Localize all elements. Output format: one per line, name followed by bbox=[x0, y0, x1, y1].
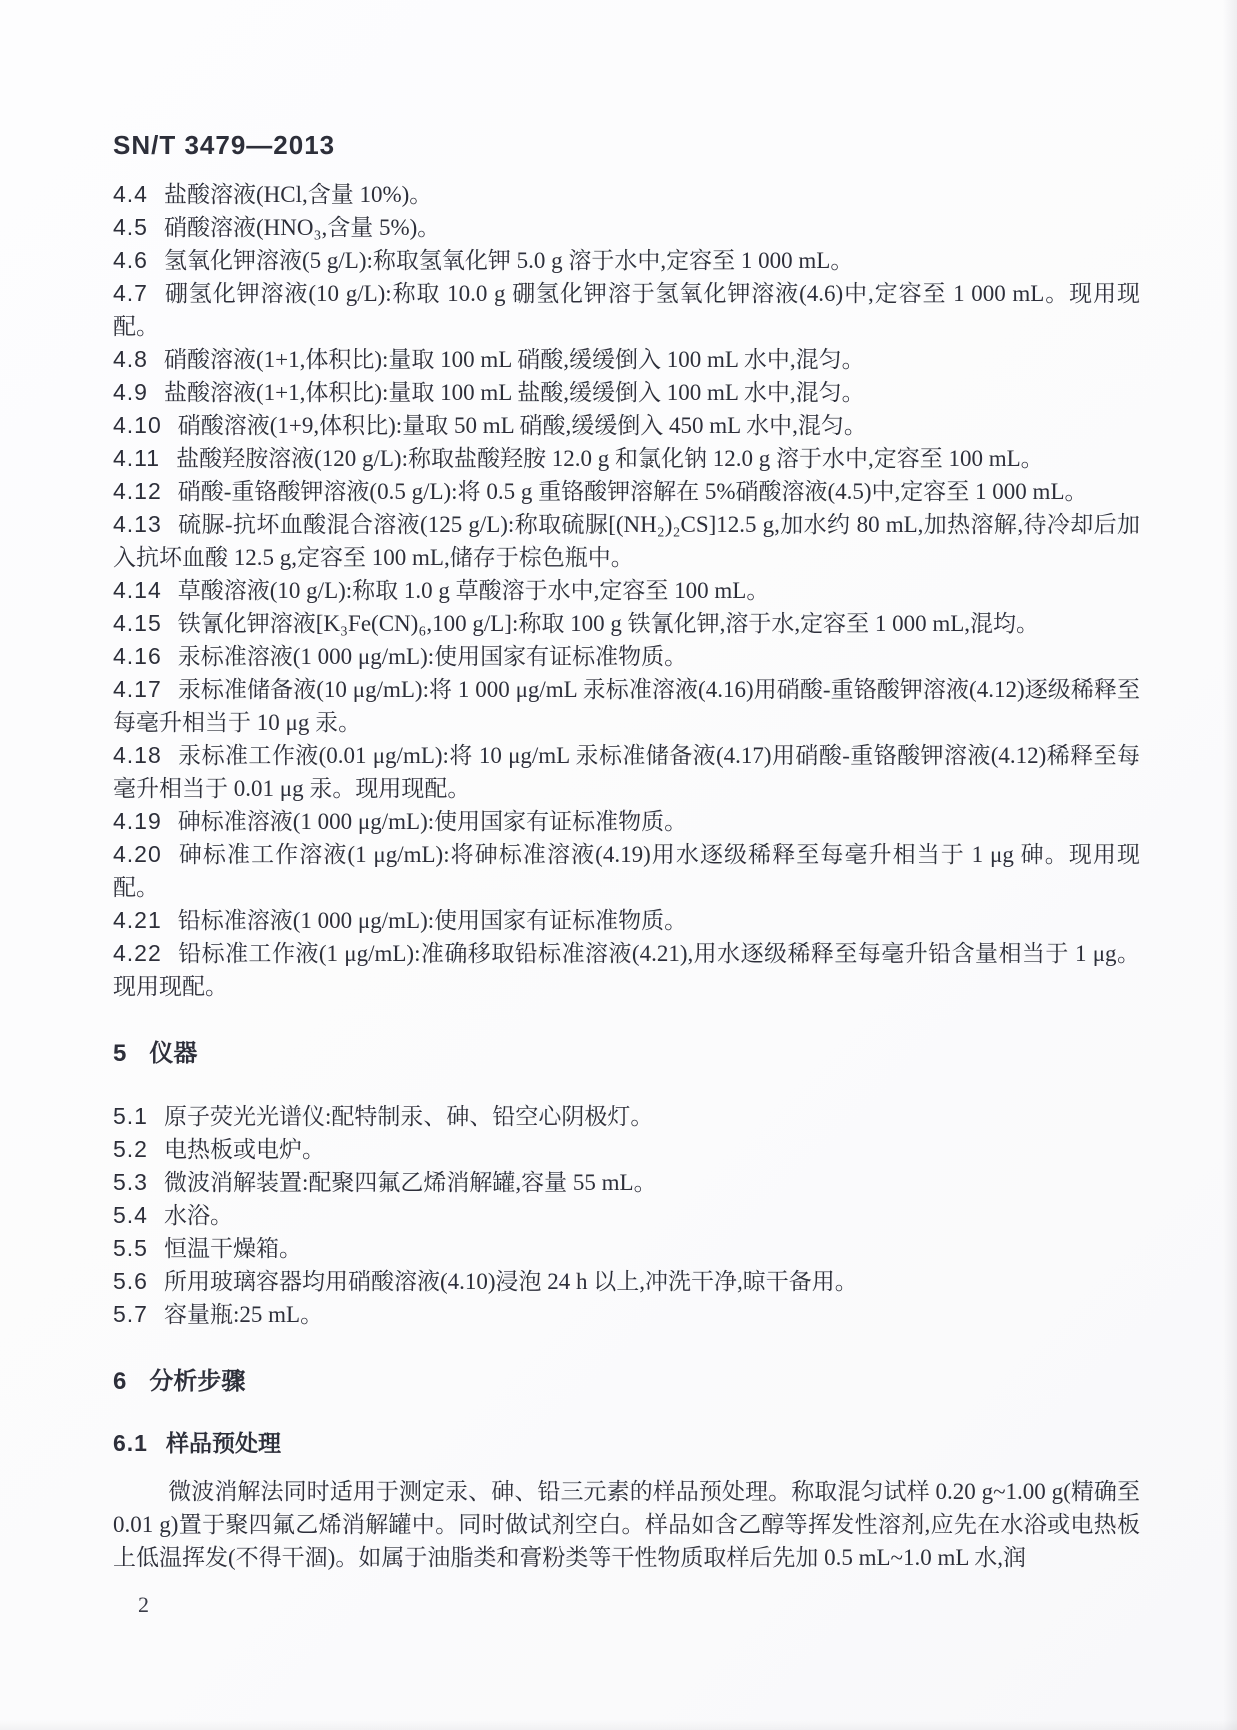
clause-item bbox=[113, 376, 1140, 409]
clause-number: 4.17 bbox=[113, 676, 162, 702]
clause-item bbox=[113, 607, 1140, 640]
clause-text: 铅标准溶液(1 000 μg/mL):使用国家有证标准物质。 bbox=[177, 908, 688, 933]
clause-text: 硝酸溶液(1+9,体积比):量取 50 mL 硝酸,缓缓倒入 450 mL 水中,混匀。 bbox=[177, 413, 867, 438]
clause-text: 氢氧化钾溶液(5 g/L):称取氢氧化钾 5.0 g 溶于水中,定容至 1 000 mL。 bbox=[163, 248, 854, 273]
clause-number: 4.12 bbox=[113, 478, 162, 504]
clause-item bbox=[113, 1199, 1140, 1232]
clause-item bbox=[113, 442, 1140, 475]
clause-text: 硼氢化钾溶液(10 g/L):称取 10.0 g 硼氢化钾溶于氢氧化钾溶液(4.6)中,定容至 1 000 mL。现用现配。 bbox=[113, 281, 1140, 339]
clause-item bbox=[113, 805, 1140, 838]
scan-edge-shading-bottom bbox=[0, 1720, 1237, 1730]
clause-item bbox=[113, 1166, 1140, 1199]
clause-text: 硝酸溶液(HNO₃,含量 5%)。 bbox=[163, 215, 441, 240]
clause-item bbox=[113, 673, 1140, 739]
clause-text: 水浴。 bbox=[163, 1203, 233, 1228]
clause-item bbox=[113, 475, 1140, 508]
clause-item bbox=[113, 838, 1140, 904]
clause-item bbox=[113, 211, 1140, 244]
clause-number: 4.11 bbox=[113, 445, 161, 471]
section-5-title: 仪器 bbox=[149, 1040, 198, 1067]
clause-text: 铅标准工作液(1 μg/mL):准确移取铅标准溶液(4.21),用水逐级稀释至每毫升铅含量相当于 1 μg。现用现配。 bbox=[113, 941, 1140, 999]
clause-item bbox=[113, 937, 1140, 1003]
clause-item bbox=[113, 904, 1140, 937]
clause-text: 硝酸-重铬酸钾溶液(0.5 g/L):将 0.5 g 重铬酸钾溶解在 5%硝酸溶液(4.5)中,定容至 1 000 mL。 bbox=[177, 479, 1088, 504]
clause-item bbox=[113, 1100, 1140, 1133]
clause-number: 4.18 bbox=[113, 742, 162, 768]
clause-number: 5.6 bbox=[113, 1268, 148, 1294]
section-6-heading bbox=[113, 1367, 1140, 1397]
clause-item bbox=[113, 277, 1140, 343]
subsection-6-1-title: 样品预处理 bbox=[165, 1430, 281, 1456]
clause-text: 汞标准溶液(1 000 μg/mL):使用国家有证标准物质。 bbox=[177, 644, 688, 669]
clause-text: 汞标准储备液(10 μg/mL):将 1 000 μg/mL 汞标准溶液(4.16)用硝酸-重铬酸钾溶液(4.12)逐级稀释至每毫升相当于 10 μg 汞。 bbox=[113, 677, 1140, 735]
clause-number: 4.7 bbox=[113, 280, 148, 306]
clause-item bbox=[113, 178, 1140, 211]
clause-text: 电热板或电炉。 bbox=[163, 1137, 325, 1162]
clause-item bbox=[113, 1232, 1140, 1265]
clause-number: 5.2 bbox=[113, 1136, 148, 1162]
instrument-clause-list bbox=[113, 1100, 1140, 1331]
sample-pretreatment-paragraph: 微波消解法同时适用于测定汞、砷、铅三元素的样品预处理。称取混匀试样 0.20 g~1.00 g(精确至 0.01 g)置于聚四氟乙烯消解罐中。同时做试剂空白。样品如含乙醇等挥发性溶剂,应先在水浴或电热板上低温挥发(不得干涸)。如属于油脂类和膏粉类等干性物质取样后先加 0.5 mL~1.0 mL 水,润 bbox=[113, 1479, 1140, 1570]
clause-number: 4.16 bbox=[113, 643, 162, 669]
clause-item bbox=[113, 739, 1140, 805]
clause-text: 草酸溶液(10 g/L):称取 1.0 g 草酸溶于水中,定容至 100 mL。 bbox=[177, 578, 770, 603]
clause-item bbox=[113, 409, 1140, 442]
reagent-clause-list bbox=[113, 178, 1140, 1003]
section-6-number: 6 bbox=[113, 1368, 128, 1395]
clause-text: 原子荧光光谱仪:配特制汞、砷、铅空心阴极灯。 bbox=[163, 1104, 654, 1129]
clause-number: 5.1 bbox=[113, 1103, 148, 1129]
clause-number: 4.14 bbox=[113, 577, 162, 603]
clause-text: 恒温干燥箱。 bbox=[163, 1236, 302, 1261]
clause-number: 4.9 bbox=[113, 379, 148, 405]
clause-text: 盐酸溶液(1+1,体积比):量取 100 mL 盐酸,缓缓倒入 100 mL 水中,混匀。 bbox=[163, 380, 865, 405]
clause-text: 微波消解装置:配聚四氟乙烯消解罐,容量 55 mL。 bbox=[163, 1170, 657, 1195]
clause-item bbox=[113, 1133, 1140, 1166]
clause-number: 4.6 bbox=[113, 247, 148, 273]
subsection-6-1-number: 6.1 bbox=[113, 1430, 148, 1456]
clause-number: 4.15 bbox=[113, 610, 162, 636]
clause-number: 5.4 bbox=[113, 1202, 148, 1228]
section-5-number: 5 bbox=[113, 1040, 128, 1067]
page-number: 2 bbox=[138, 1592, 149, 1617]
clause-text: 汞标准工作液(0.01 μg/mL):将 10 μg/mL 汞标准储备液(4.17)用硝酸-重铬酸钾溶液(4.12)稀释至每毫升相当于 0.01 μg 汞。现用现配。 bbox=[113, 743, 1140, 801]
clause-number: 4.10 bbox=[113, 412, 162, 438]
clause-item bbox=[113, 640, 1140, 673]
scan-edge-shading-right bbox=[1223, 0, 1237, 1730]
clause-number: 5.7 bbox=[113, 1301, 148, 1327]
clause-text: 砷标准工作溶液(1 μg/mL):将砷标准溶液(4.19)用水逐级稀释至每毫升相当于 1 μg 砷。现用现配。 bbox=[113, 842, 1140, 900]
clause-number: 4.5 bbox=[113, 214, 148, 240]
clause-text: 硫脲-抗坏血酸混合溶液(125 g/L):称取硫脲[(NH₂)₂CS]12.5 g,加水约 80 mL,加热溶解,待冷却后加入抗坏血酸 12.5 g,定容至 100 mL,储存于棕色瓶中。 bbox=[113, 512, 1140, 570]
clause-number: 4.19 bbox=[113, 808, 162, 834]
clause-number: 4.13 bbox=[113, 511, 162, 537]
section-6-title: 分析步骤 bbox=[149, 1368, 246, 1395]
clause-item bbox=[113, 244, 1140, 277]
clause-item bbox=[113, 1298, 1140, 1331]
clause-item bbox=[113, 508, 1140, 574]
standard-number-header: SN/T 3479—2013 bbox=[113, 130, 336, 160]
clause-number: 4.22 bbox=[113, 940, 162, 966]
clause-text: 容量瓶:25 mL。 bbox=[163, 1302, 324, 1327]
clause-number: 4.21 bbox=[113, 907, 162, 933]
clause-number: 4.20 bbox=[113, 841, 162, 867]
clause-item bbox=[113, 343, 1140, 376]
subsection-6-1-heading bbox=[113, 1428, 1140, 1458]
clause-item bbox=[113, 574, 1140, 607]
clause-number: 4.8 bbox=[113, 346, 148, 372]
clause-item bbox=[113, 1265, 1140, 1298]
clause-number: 5.5 bbox=[113, 1235, 148, 1261]
clause-text: 硝酸溶液(1+1,体积比):量取 100 mL 硝酸,缓缓倒入 100 mL 水中,混匀。 bbox=[163, 347, 865, 372]
clause-number: 4.4 bbox=[113, 181, 148, 207]
clause-text: 盐酸溶液(HCl,含量 10%)。 bbox=[163, 182, 433, 207]
clause-text: 盐酸羟胺溶液(120 g/L):称取盐酸羟胺 12.0 g 和氯化钠 12.0 g 溶于水中,定容至 100 mL。 bbox=[176, 446, 1044, 471]
clause-text: 砷标准溶液(1 000 μg/mL):使用国家有证标准物质。 bbox=[177, 809, 688, 834]
clause-text: 所用玻璃容器均用硝酸溶液(4.10)浸泡 24 h 以上,冲洗干净,晾干备用。 bbox=[163, 1269, 858, 1294]
section-5-heading bbox=[113, 1039, 1140, 1069]
clause-text: 铁氰化钾溶液[K₃Fe(CN)₆,100 g/L]:称取 100 g 铁氰化钾,溶于水,定容至 1 000 mL,混均。 bbox=[177, 611, 1040, 636]
clause-number: 5.3 bbox=[113, 1169, 148, 1195]
